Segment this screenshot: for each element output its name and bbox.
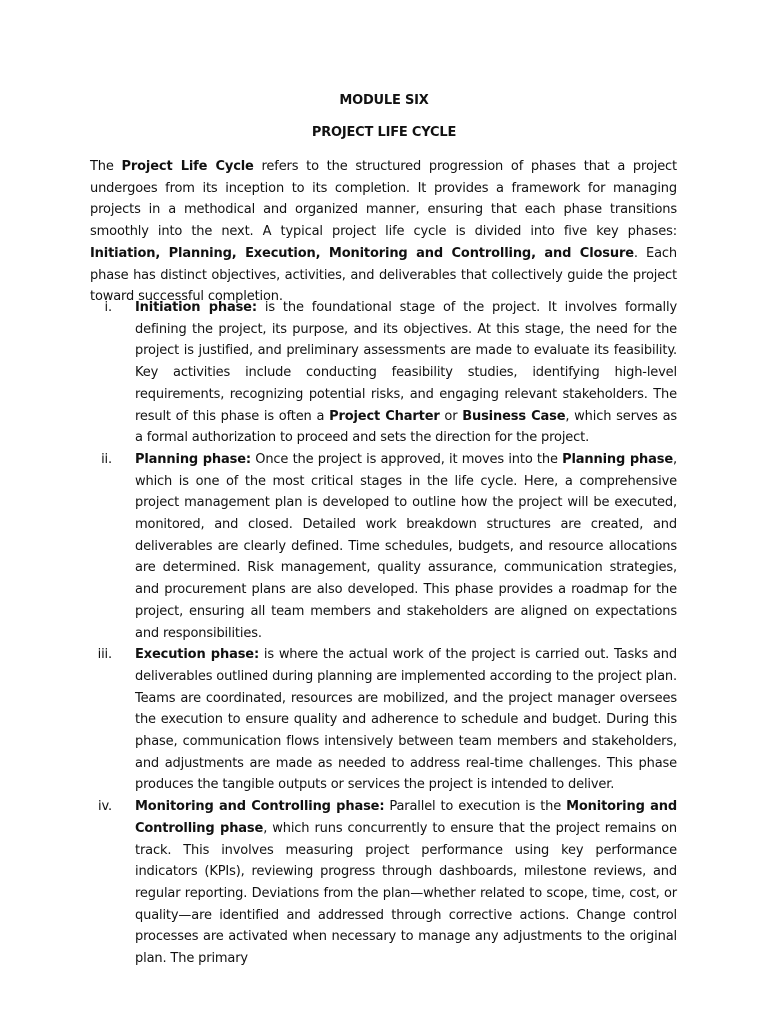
phase-text: Parallel to execution is the [384, 799, 567, 815]
list-number: iv. [98, 799, 112, 815]
module-title: MODULE SIX [339, 93, 429, 108]
intro-bold-phases: Initiation, Planning, Execution, Monitoring and Controlling, and Closure [90, 245, 634, 261]
phase-label: Monitoring and Controlling phase: [135, 799, 385, 815]
intro-text-3: . Each phase has distinct objectives, activities, and deliverables that collectively guide the project toward successful completion. [90, 245, 678, 305]
phase-label: Execution phase: [135, 647, 259, 663]
list-item-initiation [90, 297, 677, 449]
phase-text: , which runs concurrently to ensure that the project remains on track. This involves measuring project performance using key performance indicators (KPIs), reviewing progress through dashboards, milestone reviews, and regular reporting. Deviations from the plan—whether related to scope, time, cost, or quality—are identified and addressed through corrective actions. Change control processes are activated when necessary to manage any adjustments to the original plan. The primary [135, 820, 677, 967]
phase-bold-term: Planning phase [562, 451, 674, 467]
list-item-planning [90, 449, 677, 644]
section-title: PROJECT LIFE CYCLE [311, 125, 457, 140]
phase-text: is the foundational stage of the project. It involves formally defining the project, its purpose, and its objectives. At this stage, the need for the project is justified, and preliminary assessments are made to evaluate its feasibility. Key activities include conducting feasibility studies, identifying high-level requirements, recognizing potential risks, and engaging relevant stakeholders. The result of this phase is often a [135, 300, 677, 424]
list-item-execution [90, 644, 677, 796]
phase-list [90, 297, 677, 970]
phase-text: or [439, 408, 463, 424]
list-item-monitoring [90, 796, 677, 970]
phase-bold-term: Project Charter [329, 408, 440, 424]
phase-label: Planning phase: [135, 451, 251, 467]
intro-text-2: refers to the structured progression of phases that a project undergoes from its inception to its completion. It provides a framework for managing projects in a methodical and organized manner, ensuring that each phase transitions smoothly into the next. A typical project life cycle is divided into five key phases: [90, 159, 678, 240]
list-number: ii. [101, 451, 112, 467]
phase-bold-term: Business Case [462, 408, 566, 424]
phase-label: Initiation phase: [135, 300, 257, 315]
phase-text: , which is one of the most critical stages in the life cycle. Here, a comprehensive project management plan is developed to outline how the project will be executed, monitored, and closed. Detailed work breakdown structures are created, and deliverables are clearly defined. Time schedules, budgets, and resource allocations are determined. Risk management, quality assurance, communication strategies, and procurement plans are also developed. This phase provides a roadmap for the project, ensuring all team members and stakeholders are aligned on expectations and responsibilities. [135, 451, 678, 641]
intro-paragraph [90, 156, 677, 308]
intro-text-1: The [90, 159, 122, 174]
phase-text: , which serves as a formal authorization to proceed and sets the direction for the project. [135, 408, 678, 446]
list-number: i. [104, 300, 112, 315]
list-number: iii. [97, 647, 112, 663]
intro-bold-term: Project Life Cycle [121, 159, 254, 174]
phase-text: is where the actual work of the project is carried out. Tasks and deliverables outlined during planning are implemented according to the project plan. Teams are coordinated, resources are mobilized, and the project manager oversees the execution to ensure quality and adherence to schedule and budget. During this phase, communication flows intensively between team members and stakeholders, and adjustments are made as needed to address real-time challenges. This phase produces the tangible outputs or services the project is intended to deliver. [135, 647, 677, 793]
phase-bold-term: Monitoring and Controlling phase [135, 799, 677, 836]
phase-text: Once the project is approved, it moves into the [250, 451, 563, 467]
